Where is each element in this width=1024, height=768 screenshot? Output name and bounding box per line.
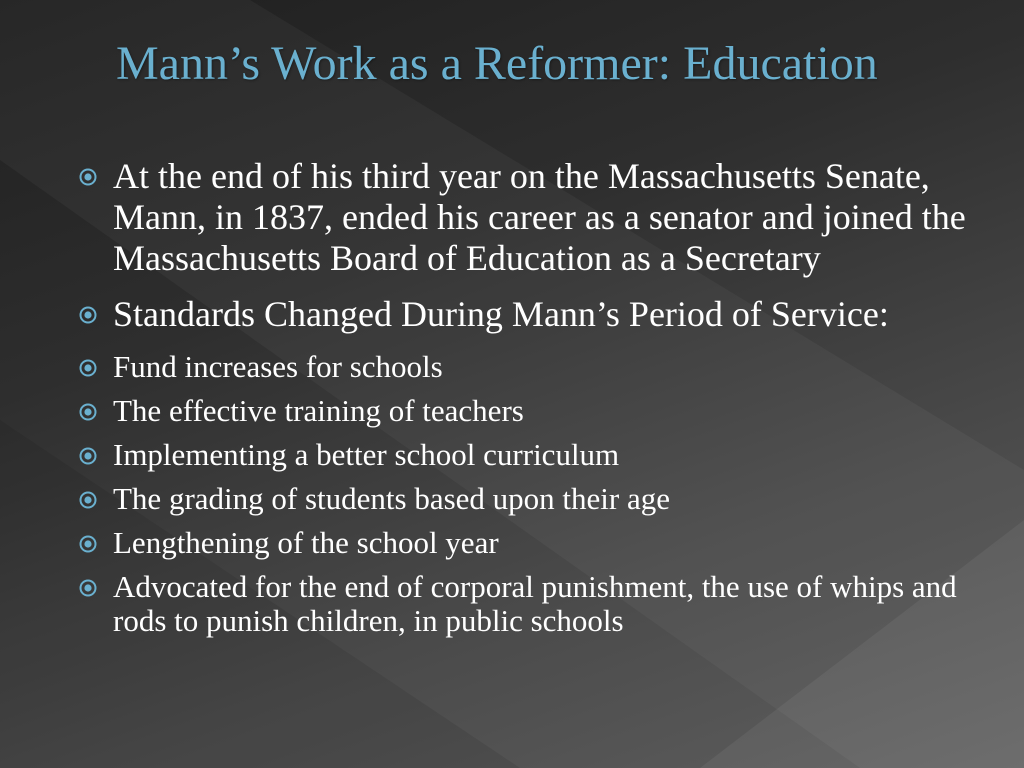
bullet-text: Advocated for the end of corporal punishment, the use of whips and rods to punish children, in public schools bbox=[113, 569, 957, 638]
bullet-text: Standards Changed During Mann’s Period of Service: bbox=[113, 294, 889, 334]
bullet-text: Implementing a better school curriculum bbox=[113, 437, 620, 472]
bullet-item bbox=[76, 350, 986, 384]
circled-dot-icon bbox=[79, 491, 97, 509]
bullet-item bbox=[76, 570, 986, 638]
circled-dot-icon bbox=[79, 579, 97, 597]
bullet-text: At the end of his third year on the Massachusetts Senate, Mann, in 1837, ended his career as a senator and joined the Massachusetts Board of Education as a Secretary bbox=[113, 156, 966, 278]
bullet-item bbox=[76, 438, 986, 472]
circled-dot-icon bbox=[79, 447, 97, 465]
bullet-text: Lengthening of the school year bbox=[113, 525, 499, 560]
circled-dot-icon bbox=[79, 168, 97, 186]
bullet-item bbox=[76, 394, 986, 428]
circled-dot-icon bbox=[79, 306, 97, 324]
bullet-text: The effective training of teachers bbox=[113, 393, 524, 428]
circled-dot-icon bbox=[79, 359, 97, 377]
bullet-item bbox=[76, 482, 986, 516]
bullet-item bbox=[76, 526, 986, 560]
bullet-item bbox=[76, 156, 986, 279]
slide-title: Mann’s Work as a Reformer: Education bbox=[116, 37, 878, 90]
circled-dot-icon bbox=[79, 535, 97, 553]
circled-dot-icon bbox=[79, 403, 97, 421]
bullet-list bbox=[76, 156, 986, 648]
bullet-item bbox=[76, 294, 986, 335]
bullet-text: The grading of students based upon their age bbox=[113, 481, 670, 516]
bullet-text: Fund increases for schools bbox=[113, 349, 443, 384]
